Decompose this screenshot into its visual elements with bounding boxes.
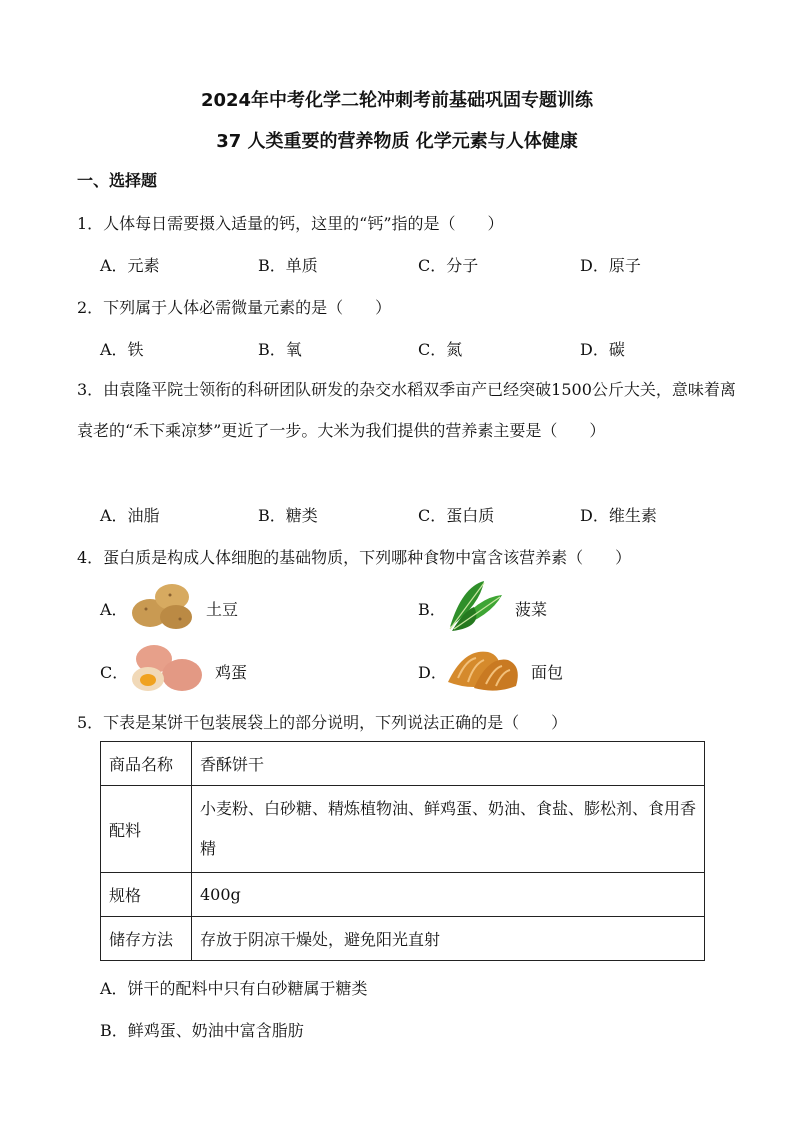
- question-1-option-a: A．元素: [100, 256, 160, 275]
- question-2-option-a: A．铁: [100, 340, 144, 359]
- question-2-option-b: B．氧: [258, 340, 302, 359]
- question-4-stem: 4．蛋白质是构成人体细胞的基础物质，下列哪种食物中富含该营养素（ ）: [77, 548, 632, 567]
- question-4-option-a-name: 土豆: [206, 600, 239, 619]
- question-2-stem: 2．下列属于人体必需微量元素的是（ ）: [77, 298, 392, 317]
- table-key: 配料: [101, 786, 192, 873]
- question-4-option-b-name: 菠菜: [515, 600, 548, 619]
- spinach-icon: [444, 577, 506, 633]
- title-line-2: 37 人类重要的营养物质 化学元素与人体健康: [216, 131, 578, 152]
- question-1-option-b: B．单质: [258, 256, 318, 275]
- potato-icon: [128, 577, 196, 633]
- question-3-option-b: B．糖类: [258, 506, 318, 525]
- table-value: 香酥饼干: [192, 742, 705, 786]
- question-3-option-c: C．蛋白质: [418, 506, 495, 525]
- table-key: 规格: [101, 873, 192, 917]
- question-4-option-a-letter: A．: [100, 600, 128, 619]
- question-2-option-c: C．氮: [418, 340, 463, 359]
- question-4-option-d-letter: D．: [418, 663, 447, 682]
- question-5-option-b: B．鲜鸡蛋、奶油中富含脂肪: [100, 1021, 304, 1040]
- egg-icon: [126, 637, 206, 695]
- question-1-option-d: D．原子: [580, 256, 641, 275]
- table-value: 存放于阴凉干燥处，避免阳光直射: [192, 917, 705, 961]
- question-4-option-c-letter: C．: [100, 663, 129, 682]
- question-1-stem: 1．人体每日需要摄入适量的钙，这里的“钙”指的是（ ）: [77, 214, 504, 233]
- table-value: 小麦粉、白砂糖、精炼植物油、鲜鸡蛋、奶油、食盐、膨松剂、食用香精: [192, 786, 705, 873]
- bread-icon: [444, 642, 522, 694]
- table-key: 储存方法: [101, 917, 192, 961]
- table-row: [101, 873, 705, 917]
- table-key: 商品名称: [101, 742, 192, 786]
- table-row: [101, 742, 705, 786]
- question-3-option-a: A．油脂: [100, 506, 160, 525]
- question-2-option-d: D．碳: [580, 340, 625, 359]
- product-info-table: [100, 741, 705, 961]
- question-3-option-d: D．维生素: [580, 506, 657, 525]
- table-row: [101, 786, 705, 873]
- table-value: 400g: [192, 873, 705, 917]
- section-heading: 一、选择题: [77, 171, 158, 190]
- question-5-stem: 5．下表是某饼干包装展袋上的部分说明，下列说法正确的是（ ）: [77, 713, 568, 732]
- table-row: [101, 917, 705, 961]
- question-4-option-d-name: 面包: [531, 663, 564, 682]
- title-line-1: 2024年中考化学二轮冲刺考前基础巩固专题训练: [200, 90, 594, 111]
- question-3-stem: 3．由袁隆平院士领衔的科研团队研发的杂交水稻双季亩产已经突破1500公斤大关，意味着离袁老的“禾下乘凉梦”更近了一步。大米为我们提供的营养素主要是（ ）: [77, 380, 736, 440]
- question-4-option-c-name: 鸡蛋: [215, 663, 248, 682]
- question-1-option-c: C．分子: [418, 256, 479, 275]
- question-5-option-a: A．饼干的配料中只有白砂糖属于糖类: [100, 979, 368, 998]
- question-4-option-b-letter: B．: [418, 600, 446, 619]
